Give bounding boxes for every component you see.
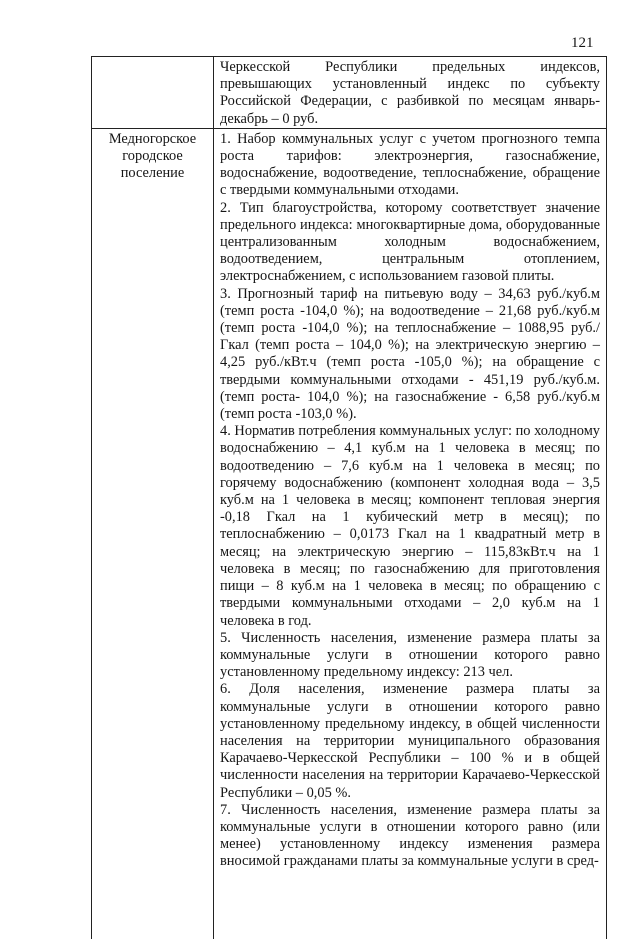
item-6-text: 6. Доля населения, изменение размера платы за коммунальные услуги в отношении которого равно установленному предельному индексу, в общей численности населения на территории муниципального образования Карачаево-Черкесской Республики – 100 % и в общей численности населения на территории Карачаево-Черкесской Республики – 0,05 %. — [220, 681, 600, 801]
document-table — [91, 56, 607, 939]
municipality-cell: Медногорское городское поселение — [92, 128, 214, 939]
description-cell — [214, 128, 607, 939]
description-cell — [214, 57, 607, 129]
item-7-text: 7. Численность населения, изменение размера платы за коммунальные услуги в отношении которого равно (или менее) установленному индексу изменения размера вносимой гражданами платы за коммунальные услуги в сред- — [220, 801, 600, 870]
item-2-text: 2. Тип благоустройства, которому соответствует значение предельного индекса: многоквартирные дома, оборудованные централизованным холодным водоснабжением, водоотведением, центральным отоплением, электроснабжением, с использованием газовой плиты. — [220, 199, 600, 285]
table-row — [92, 128, 607, 939]
continuation-text: Черкесской Республики предельных индексов, превышающих установленный индекс по субъекту Российской Федерации, с разбивкой по месяцам январь-декабрь – 0 руб. — [220, 59, 600, 127]
page-number: 121 — [571, 35, 594, 51]
item-5-text: 5. Численность населения, изменение размера платы за коммунальные услуги в отношении которого равно установленному предельному индексу: 213 чел. — [220, 629, 600, 681]
item-4-text: 4. Норматив потребления коммунальных услуг: по холодному водоснабжению – 4,1 куб.м на 1 человека в месяц; по водоотведению – 7,6 куб.м на 1 человека в месяц; по горячему водоснабжению (компонент холодная вода – 3,5 куб.м на 1 человека в месяц; компонент тепловая энергия -0,18 Гкал на 1 кубический метр в месяц); по теплоснабжению – 0,0173 Гкал на 1 квадратный метр в месяц; на электрическую энергию – 115,83кВт.ч на 1 человека в месяц; по газоснабжению для приготовления пищи – 8 куб.м на 1 человека в месяц; по обращению с твердыми коммунальными отходами – 2,0 куб.м на 1 человека в год. — [220, 423, 600, 629]
item-1-text: 1. Набор коммунальных услуг с учетом прогнозного темпа роста тарифов: электроэнергия, газоснабжение, водоснабжение, водоотведение, теплоснабжение, обращение с твердыми коммунальными отходами. — [220, 130, 600, 199]
municipality-cell — [92, 57, 214, 129]
table-row — [92, 57, 607, 129]
item-3-text: 3. Прогнозный тариф на питьевую воду – 34,63 руб./куб.м (темп роста -104,0 %); на водоотведение – 21,68 руб./куб.м (темп роста -104,0 %); на теплоснабжение – 1088,95 руб./Гкал (темп роста – 104,0 %); на электрическую энергию – 4,25 руб./кВт.ч (темп роста -105,0 %); на обращение с твердыми коммунальными отходами - 451,19 руб./куб.м. (темп роста- 104,0 %); на газоснабжение - 6,58 руб./куб.м (темп роста -103,0 %). — [220, 285, 600, 423]
